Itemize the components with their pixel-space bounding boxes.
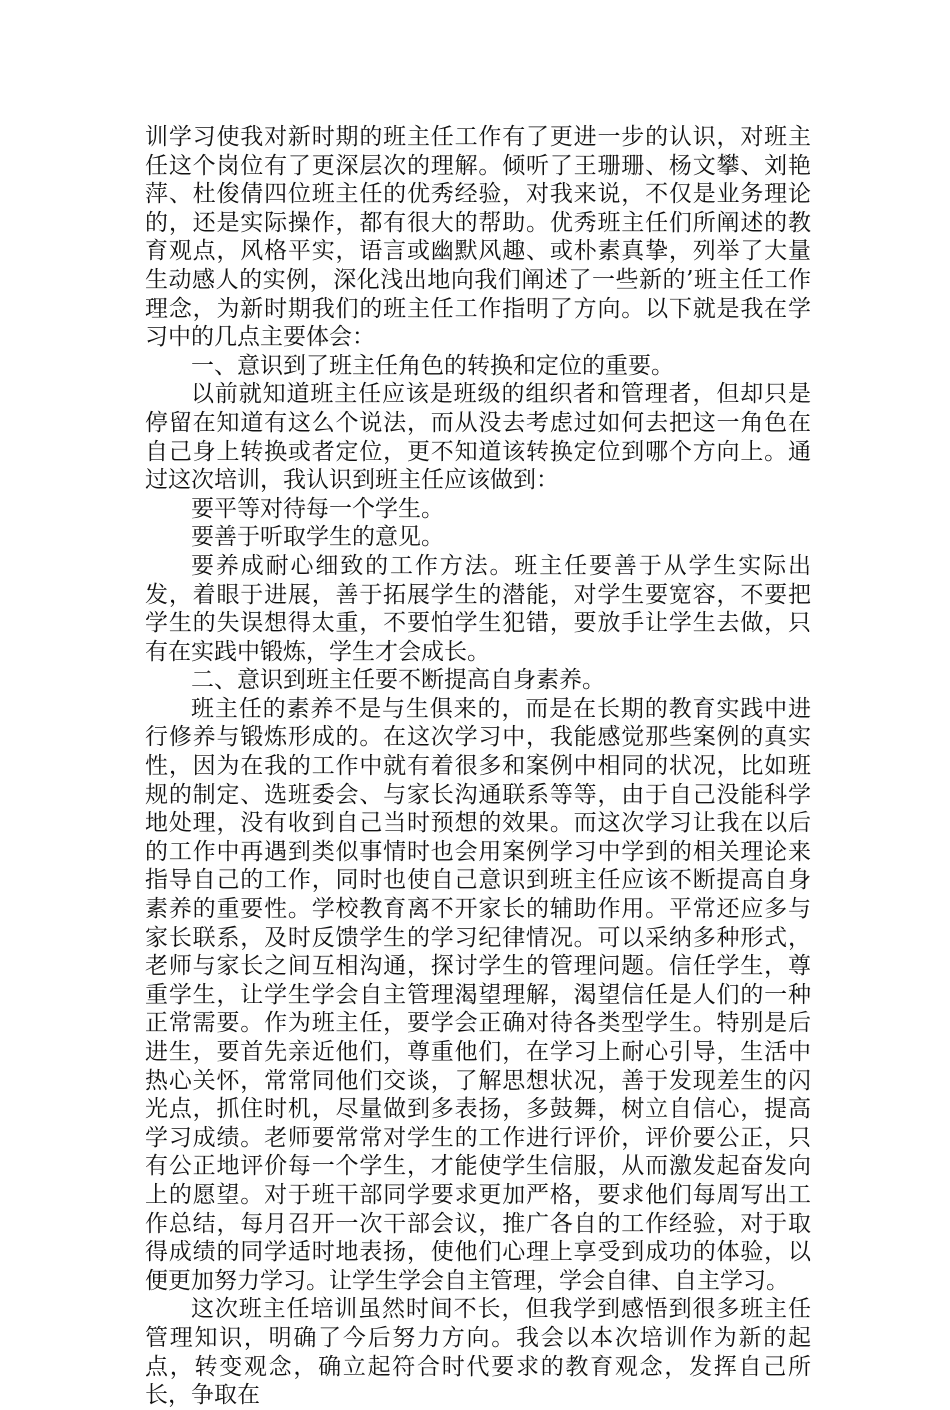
list-item-equal-treatment: 要平等对待每一个学生。 bbox=[191, 495, 444, 522]
paragraph-role: 以前就知道班主任应该是班级的组织者和管理者，但却只是停留在知道有这么个说法，而从没去考虑过如何去把这一角色在自己身上转换或者定位，更不知道该转换定位到哪个方向上。通过这次培训，我认识到班主任应该做到： bbox=[145, 381, 811, 494]
paragraph-patience: 要养成耐心细致的工作方法。班主任要善于从学生实际出发，着眼于进展，善于拓展学生的潜能，对学生要宽容，不要把学生的失误想得太重，不要怕学生犯错，要放手让学生去做，只有在实践中锻炼，学生才会成长。 bbox=[145, 552, 811, 665]
list-item-listen: 要善于听取学生的意见。 bbox=[191, 524, 444, 551]
paragraph-intro: 训学习使我对新时期的班主任工作有了更进一步的认识，对班主任这个岗位有了更深层次的理解。倾听了王珊珊、杨文攀、刘艳萍、杜俊倩四位班主任的优秀经验，对我来说，不仅是业务理论的，还是实际操作，都有很大的帮助。优秀班主任们所阐述的教育观点，风格平实，语言或幽默风趣、或朴素真挚，列举了大量生动感人的实例，深化浅出地向我们阐述了一些新的’班主任工作理念，为新时期我们的班主任工作指明了方向。以下就是我在学习中的几点主要体会： bbox=[145, 124, 811, 351]
paragraph-quality: 班主任的素养不是与生俱来的，而是在长期的教育实践中进行修养与锻炼形成的。在这次学习中，我能感觉那些案例的真实性，因为在我的工作中就有着很多和案例中相同的状况，比如班规的制定、选班委会、与家长沟通联系等等，由于自己没能科学地处理，没有收到自己当时预想的效果。而这次学习让我在以后的工作中再遇到类似事情时也会用案例学习中学到的相关理论来指导自己的工作，同时也使自己意识到班主任应该不断提高自身素养的重要性。学校教育离不开家长的辅助作用。平常还应多与家长联系，及时反馈学生的学习纪律情况。可以采纳多种形式，老师与家长之间互相沟通，探讨学生的管理问题。信任学生，尊重学生，让学生学会自主管理渴望理解，渴望信任是人们的一种正常需要。作为班主任，要学会正确对待各类型学生。特别是后进生，要首先亲近他们，尊重他们，在学习上耐心引导，生活中热心关怀，常常同他们交谈，了解思想状况，善于发现差生的闪光点，抓住时机，尽量做到多表扬，多鼓舞，树立自信心，提高学习成绩。老师要常常对学生的工作进行评价，评价要公正，只有公正地评价每一个学生，才能使学生信服，从而激发起奋发向上的愿望。对于班干部同学要求更加严格，要求他们每周写出工作总结，每月召开一次干部会议，推广各自的工作经验，对于取得成绩的同学适时地表扬，使他们心理上享受到成功的体验，以便更加努力学习。让学生学会自主管理，学会自律、自主学习。 bbox=[145, 695, 811, 1294]
paragraph-conclusion: 这次班主任培训虽然时间不长，但我学到感悟到很多班主任管理知识，明确了今后努力方向。我会以本次培训作为新的起点，转变观念，确立起符合时代要求的教育观念，发挥自己所长，争取在 bbox=[145, 1296, 811, 1409]
section-heading-quality: 二、意识到班主任要不断提高自身素养。 bbox=[191, 667, 605, 694]
document-page bbox=[145, 123, 811, 1410]
section-heading-role: 一、意识到了班主任角色的转换和定位的重要。 bbox=[191, 352, 674, 379]
